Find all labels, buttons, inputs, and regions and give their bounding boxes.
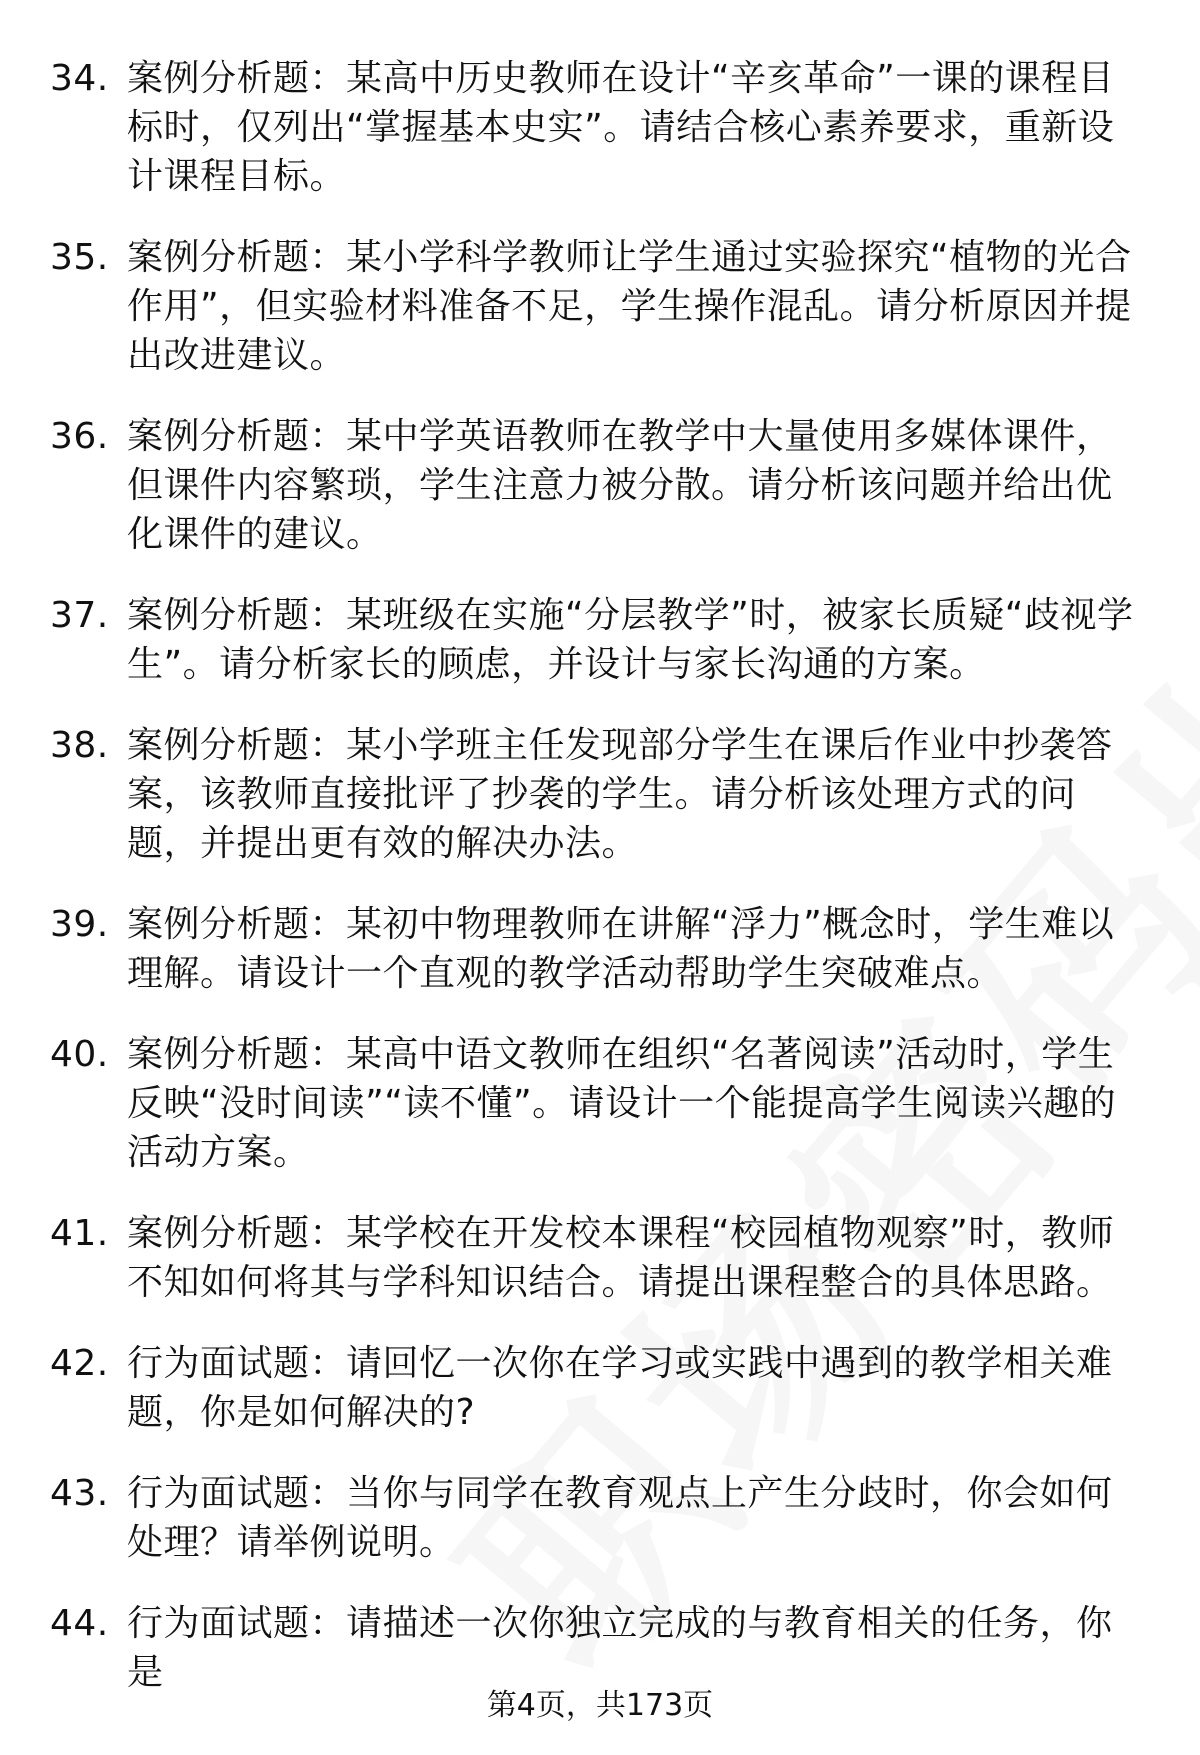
question-item <box>0 900 1200 998</box>
question-text: 案例分析题：某学校在开发校本课程“校园植物观察”时，教师不知如何将其与学科知识结合。请提出课程整合的具体思路。 <box>127 1213 1115 1303</box>
question-item <box>0 412 1200 559</box>
question-text: 案例分析题：某班级在实施“分层教学”时，被家长质疑“歧视学生”。请分析家长的顾虑，并设计与家长沟通的方案。 <box>127 595 1134 685</box>
question-number: 34. <box>50 58 109 99</box>
question-text: 行为面试题：请描述一次你独立完成的与教育相关的任务，你是 <box>127 1603 1113 1693</box>
question-number: 40. <box>50 1034 109 1075</box>
question-text: 案例分析题：某高中语文教师在组织“名著阅读”活动时，学生反映“没时间读”“读不懂”。请设计一个能提高学生阅读兴趣的活动方案。 <box>127 1034 1117 1173</box>
page-footer <box>0 1686 1200 1726</box>
question-item <box>0 1599 1200 1697</box>
question-number: 39. <box>50 904 109 945</box>
question-item <box>0 591 1200 689</box>
question-item <box>0 1339 1200 1437</box>
question-text: 案例分析题：某小学科学教师让学生通过实验探究“植物的光合作用”，但实验材料准备不足，学生操作混乱。请分析原因并提出改进建议。 <box>127 237 1132 376</box>
question-item <box>0 54 1200 201</box>
question-number: 38. <box>50 725 109 766</box>
question-text: 案例分析题：某中学英语教师在教学中大量使用多媒体课件，但课件内容繁琐，学生注意力被分散。请分析该问题并给出优化课件的建议。 <box>127 416 1113 555</box>
question-number: 37. <box>50 595 109 636</box>
question-item <box>0 1469 1200 1567</box>
question-number: 43. <box>50 1473 109 1514</box>
question-item <box>0 1030 1200 1177</box>
page-number-label: 第4页，共173页 <box>486 1688 714 1723</box>
question-text: 案例分析题：某高中历史教师在设计“辛亥革命”一课的课程目标时，仅列出“掌握基本史实”。请结合核心素养要求，重新设计课程目标。 <box>127 58 1115 197</box>
question-text: 行为面试题：请回忆一次你在学习或实践中遇到的教学相关难题，你是如何解决的? <box>127 1343 1113 1433</box>
question-number: 41. <box>50 1213 109 1254</box>
question-number: 42. <box>50 1343 109 1384</box>
question-text: 案例分析题：某小学班主任发现部分学生在课后作业中抄袭答案，该教师直接批评了抄袭的学生。请分析该处理方式的问题，并提出更有效的解决办法。 <box>127 725 1113 864</box>
question-text: 案例分析题：某初中物理教师在讲解“浮力”概念时，学生难以理解。请设计一个直观的教学活动帮助学生突破难点。 <box>127 904 1115 994</box>
question-number: 35. <box>50 237 109 278</box>
question-item <box>0 721 1200 868</box>
question-number: 44. <box>50 1603 109 1644</box>
question-list <box>0 54 1200 1729</box>
question-item <box>0 1209 1200 1307</box>
question-number: 36. <box>50 416 109 457</box>
question-text: 行为面试题：当你与同学在教育观点上产生分歧时，你会如何处理？请举例说明。 <box>127 1473 1113 1563</box>
question-item <box>0 233 1200 380</box>
